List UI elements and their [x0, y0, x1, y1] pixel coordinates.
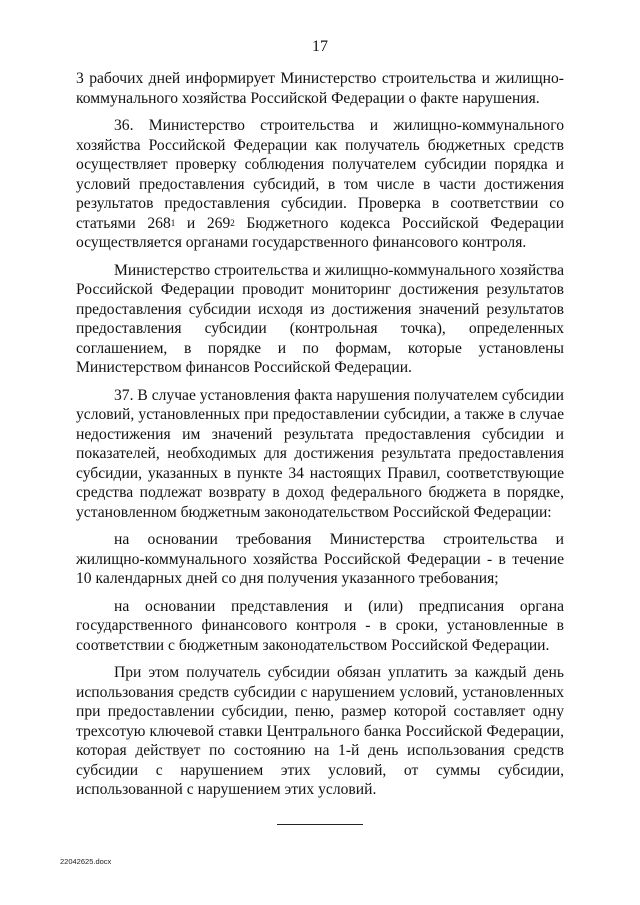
paragraph-37: 37. В случае установления факта нарушения получателем субсидии условий, установленных при предоставлении субсидии, а также в случае недостижения им значений результата предоставления субсидии и показателей, необходимых для достижения результата предоставления субсидии, указанных в пункте 34 настоящих Правил, соответствующие средства подлежат возврату в доход федерального бюджета в порядке, установленном бюджетным законодательством Российской Федерации: — [76, 386, 564, 521]
paragraph-control-body: на основании представления и (или) предписания органа государственного финансового контроля - в сроки, установленные в соответствии с бюджетным законодательством Российской Федерации. — [76, 597, 564, 654]
footnote-superscript-2: 2 — [230, 217, 235, 228]
footnote-superscript-1: 1 — [170, 217, 176, 228]
paragraph-36-text-c: Бюджетного кодекса Российской Федерации осуществляется органами государственного финансового контроля. — [76, 214, 564, 251]
paragraph-ministry-requirement: на основании требования Министерства строительства и жилищно-коммунального хозяйства Российской Федерации - в течение 10 календарных дней со дня получения указанного требования; — [76, 531, 564, 587]
paragraph-monitoring: Министерство строительства и жилищно-коммунального хозяйства Российской Федерации проводит мониторинг достижения результатов предоставления субсидии исходя из достижения значений результатов предоставления субсидии (контрольная точка), определенных соглашением, в порядке и по формам, которые установлены Министерством финансов Российской Федерации. — [76, 261, 564, 376]
footer-file-name: 22042625.docx — [60, 857, 112, 866]
end-divider-line — [277, 824, 363, 825]
paragraph-36 — [76, 116, 564, 253]
paragraph-36-text-a: 36. Министерство строительства и жилищно-коммунального хозяйства Российской Федерации как получатель бюджетных средств осуществляет проверку соблюдения получателем субсидии порядка и условий предоставления субсидий, в том числе в части достижения результатов предоставления субсидии. Проверка в соответствии со статьями 268 — [76, 117, 564, 232]
paragraph-continuation: 3 рабочих дней информирует Министерство строительства и жилищно-коммунального хозяйства Российской Федерации о факте нарушения. — [76, 70, 564, 107]
document-body — [76, 69, 564, 800]
paragraph-penalty: При этом получатель субсидии обязан уплатить за каждый день использования средств субсидии с нарушением условий, установленных при предоставлении субсидии, пеню, размер которой составляет одну трехсотую ключевой ставки Центрального банка Российской Федерации, которая действует по состоянию на 1-й день использования средств субсидии с нарушением этих условий, от суммы субсидии, использованной с нарушением этих условий. — [76, 664, 564, 798]
paragraph-36-text-b: и 269 — [175, 214, 231, 232]
page-number: 17 — [312, 38, 328, 55]
